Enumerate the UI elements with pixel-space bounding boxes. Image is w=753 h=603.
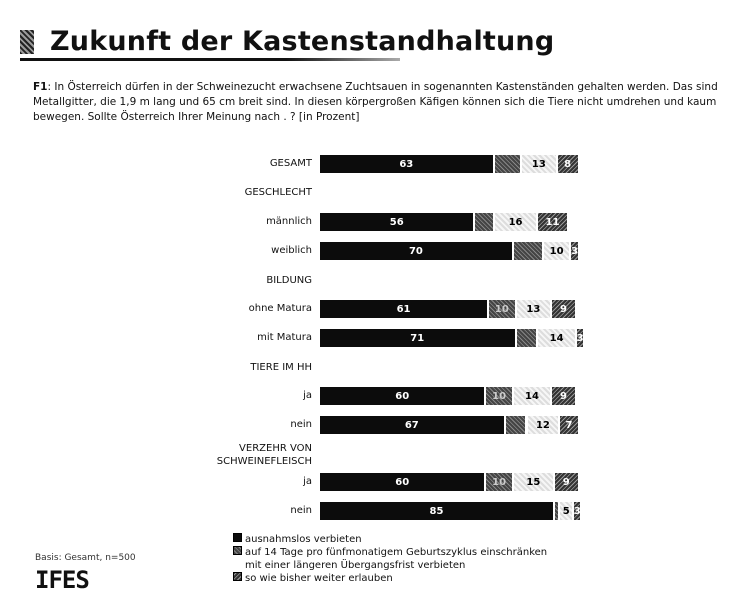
bar-segment-einschraenken (517, 329, 537, 347)
bar-segment-uebergangsfrist: 15 (514, 473, 553, 491)
bar-segment-einschraenken (555, 502, 558, 520)
bar-segment-einschraenken (475, 213, 492, 231)
legend-swatch (233, 546, 242, 555)
bar-segment-einschraenken: 10 (486, 387, 511, 405)
row-label: GESAMT (269, 158, 312, 169)
bar-segment-ausnahmslos: 67 (320, 416, 504, 434)
legend-label: so wie bisher weiter erlauben (245, 573, 393, 584)
row-label: nein (290, 419, 312, 430)
bar-segment-ausnahmslos: 60 (320, 387, 484, 405)
legend-item (233, 559, 547, 572)
bar-segment-ausnahmslos: 56 (320, 213, 473, 231)
legend-swatch (233, 533, 242, 542)
bar-segment-uebergangsfrist: 14 (538, 329, 574, 347)
bar-segment-uebergangsfrist: 13 (522, 155, 556, 173)
group-header: TIERE IM HH (250, 362, 312, 373)
row-label: mit Matura (257, 332, 312, 343)
legend-label: ausnahmslos verbieten (245, 534, 362, 545)
bar-segment-ausnahmslos: 61 (320, 300, 487, 318)
legend-swatch (233, 572, 242, 581)
bar-segment-erlauben: 11 (538, 213, 566, 231)
legend (233, 533, 547, 585)
legend-item (233, 572, 547, 585)
bar-segment-erlauben: 7 (560, 416, 577, 434)
bar-segment-einschraenken (506, 416, 526, 434)
row-label: nein (290, 505, 312, 516)
title-decoration (20, 30, 34, 54)
bar-segment-ausnahmslos: 85 (320, 502, 553, 520)
bar-segment-erlauben: 9 (555, 473, 578, 491)
bar-segment-uebergangsfrist: 13 (517, 300, 551, 318)
row-label: ja (303, 476, 312, 487)
ifes-logo: IFES (35, 566, 89, 594)
bar-segment-uebergangsfrist: 10 (544, 242, 569, 260)
bar-segment-erlauben: 3 (571, 242, 577, 260)
bar-segment-einschraenken: 10 (486, 473, 511, 491)
question-id: F1 (33, 81, 48, 93)
bar-segment-erlauben: 9 (552, 300, 575, 318)
legend-item (233, 533, 547, 546)
question-text (33, 80, 748, 125)
row-label: männlich (266, 216, 312, 227)
bar-segment-einschraenken (514, 242, 542, 260)
bar-segment-ausnahmslos: 60 (320, 473, 484, 491)
question-body: : In Österreich dürfen in der Schweinezucht erwachsene Zuchtsauen in sogenannten Kastenständen gehalten werden. Das sind Metallgitter, die 1,9 m lang und 65 cm breit sind. In diesen körpergroßen Käfigen können sich die Tiere nicht umdrehen und kaum bewegen. Sollte Österreich Ihrer Meinung nach . ? [in Prozent] (33, 81, 718, 123)
group-header: BILDUNG (266, 275, 312, 286)
bar-segment-einschraenken: 10 (489, 300, 514, 318)
bar-segment-erlauben: 3 (574, 502, 580, 520)
title-rule (20, 58, 400, 61)
basis-note: Basis: Gesamt, n=500 (35, 553, 136, 563)
bar-segment-erlauben: 9 (552, 387, 575, 405)
bar-segment-uebergangsfrist: 5 (560, 502, 572, 520)
bar-segment-einschraenken (495, 155, 520, 173)
legend-item (233, 546, 547, 559)
legend-label: auf 14 Tage pro fünfmonatigem Geburtszyklus einschränken (245, 547, 548, 558)
bar-segment-ausnahmslos: 63 (320, 155, 493, 173)
bar-segment-uebergangsfrist: 14 (514, 387, 550, 405)
row-label: ohne Matura (248, 303, 312, 314)
bar-segment-uebergangsfrist: 12 (528, 416, 559, 434)
bar-segment-erlauben: 8 (558, 155, 578, 173)
bar-segment-ausnahmslos: 71 (320, 329, 515, 347)
bar-segment-erlauben: 3 (577, 329, 583, 347)
row-label: ja (303, 390, 312, 401)
legend-label: mit einer längeren Übergangsfrist verbieten (245, 560, 466, 571)
page-title: Zukunft der Kastenstandhaltung (50, 26, 555, 57)
bar-segment-uebergangsfrist: 16 (495, 213, 537, 231)
group-header: GESCHLECHT (244, 187, 312, 198)
group-header: VERZEHR VON SCHWEINEFLEISCH (216, 443, 312, 467)
bar-segment-ausnahmslos: 70 (320, 242, 512, 260)
row-label: weiblich (271, 245, 312, 256)
